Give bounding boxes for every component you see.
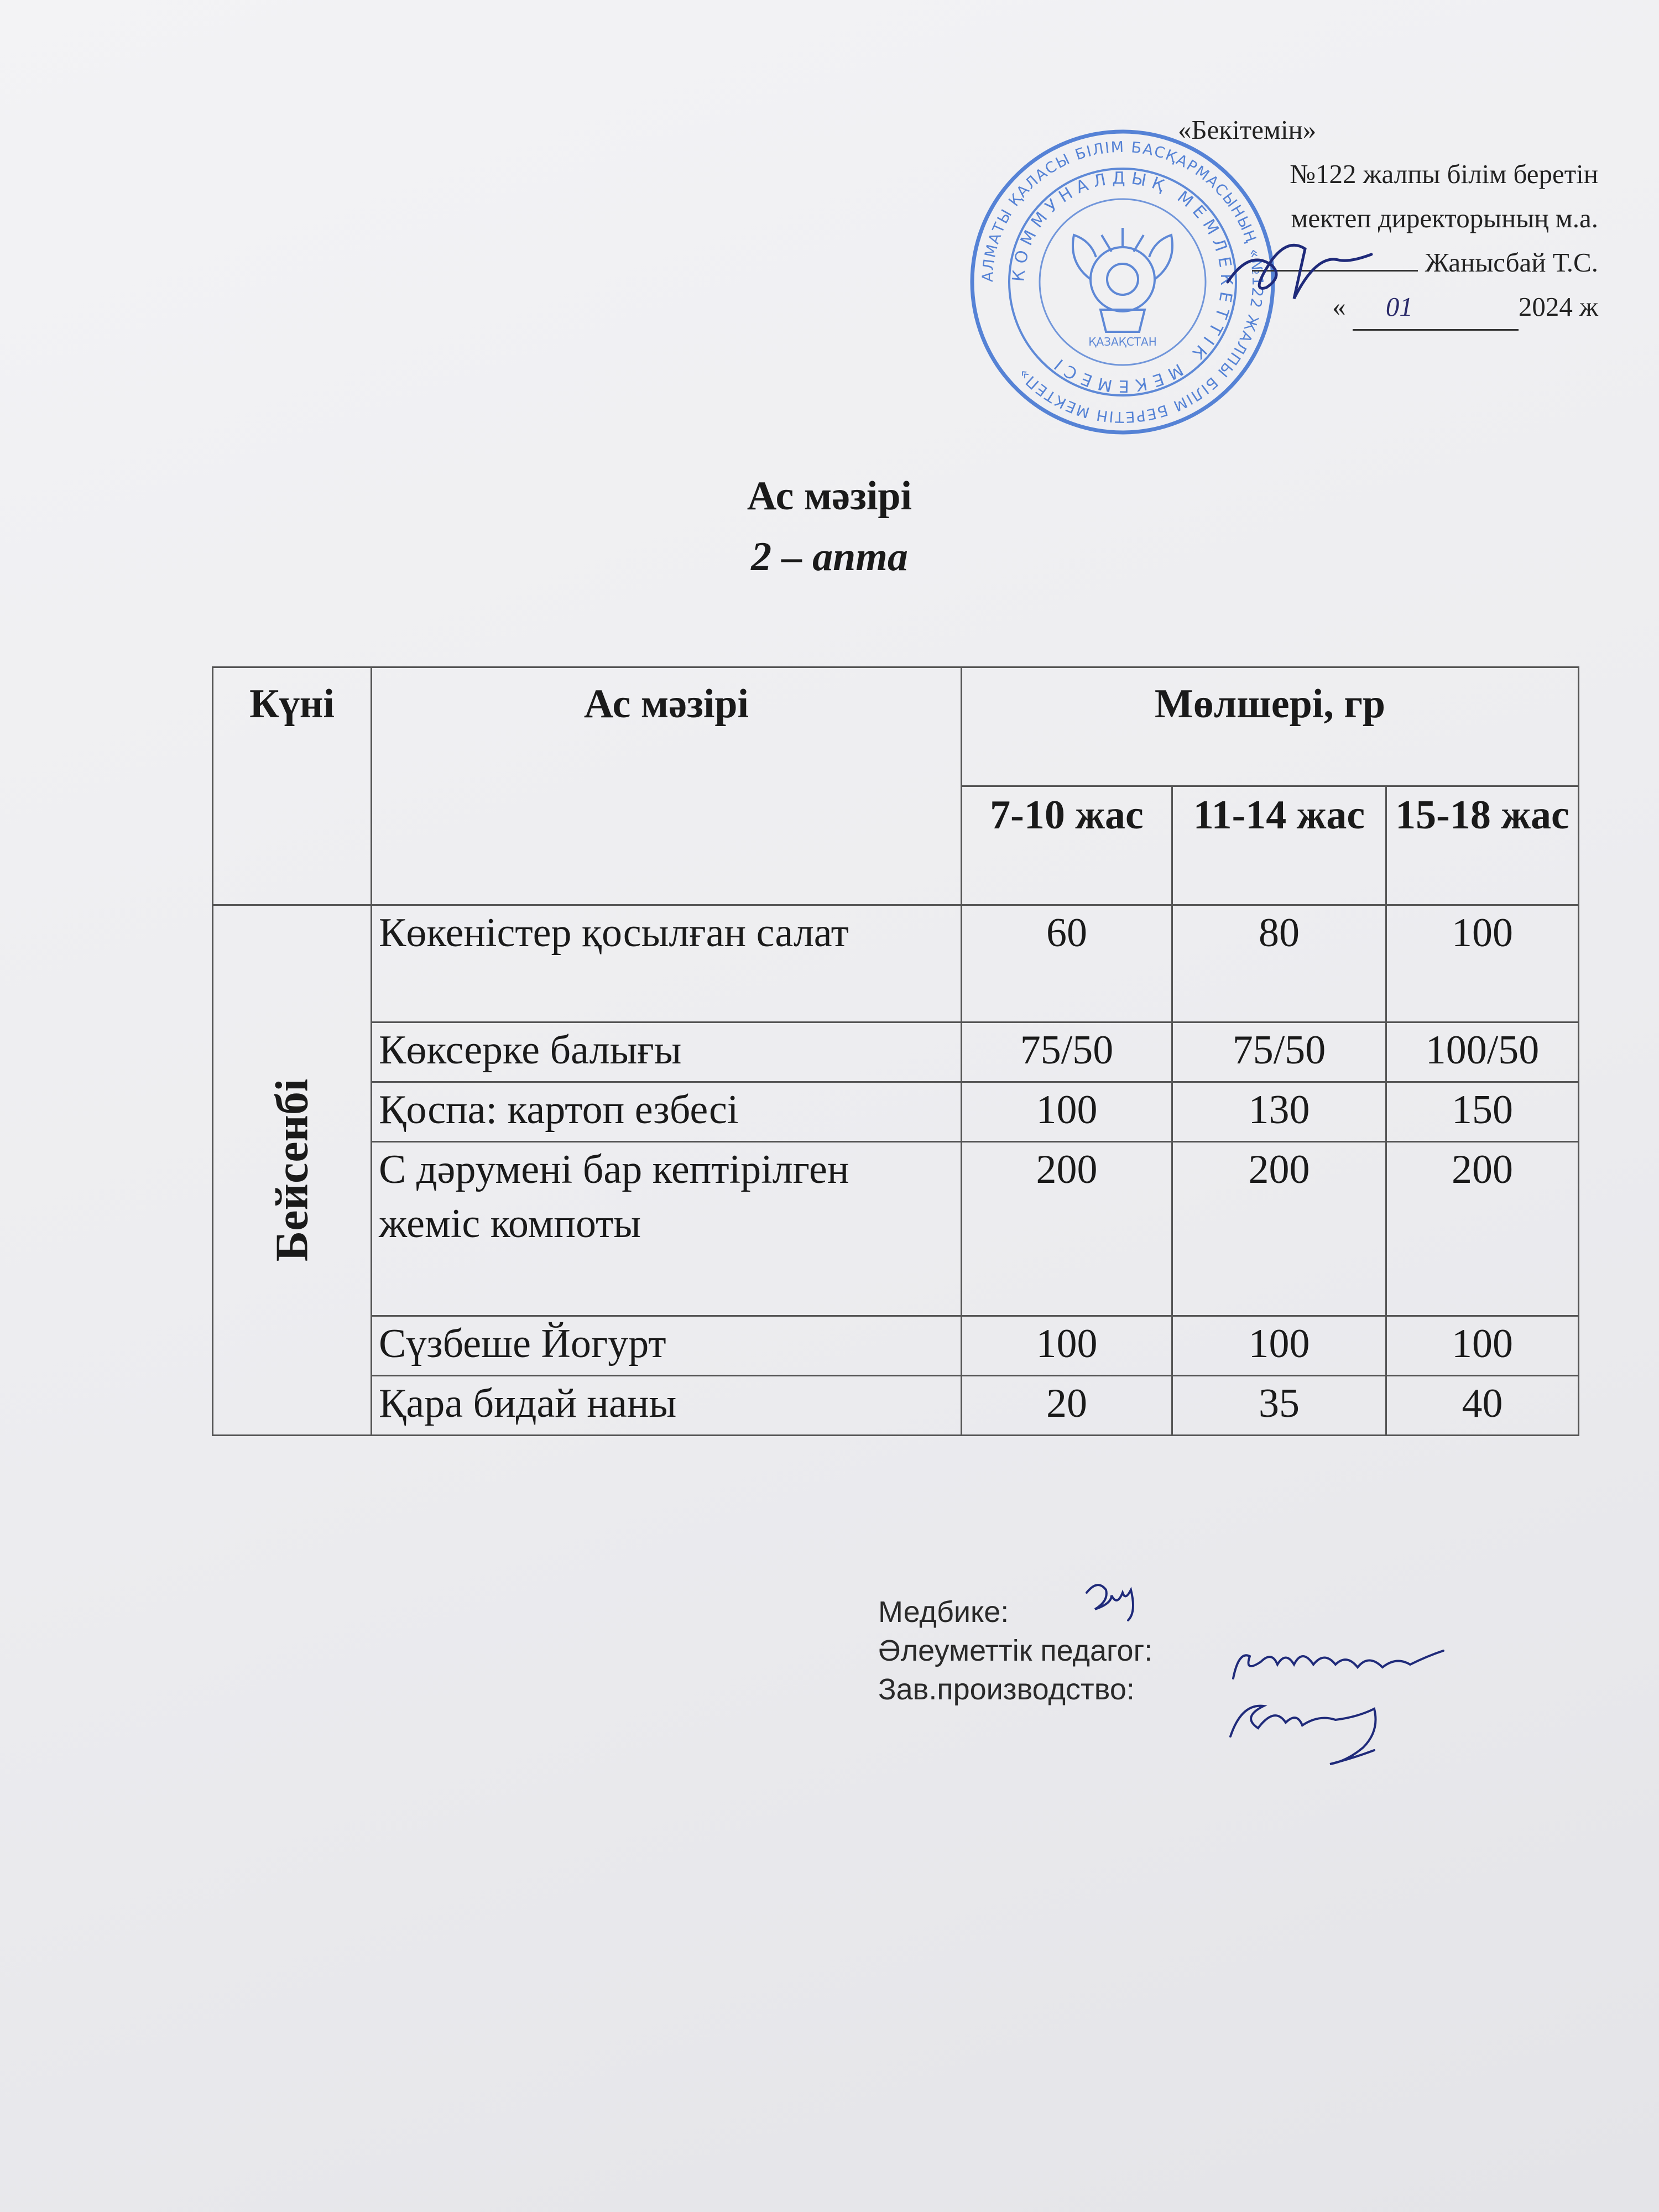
table-row	[213, 1142, 1579, 1316]
svg-text:АЛМАТЫ ҚАЛАСЫ БІЛІМ БАСҚАРМАСЫ: АЛМАТЫ ҚАЛАСЫ БІЛІМ БАСҚАРМАСЫНЫҢ «№122 ЖАЛПЫ БІЛІМ БЕРЕТІН МЕКТЕП»	[979, 138, 1266, 426]
header-age-7-10: 7-10 жас	[962, 786, 1172, 905]
amount-7-10: 100	[962, 1082, 1172, 1142]
day-cell	[213, 905, 372, 1436]
nurse-signature	[1078, 1576, 1156, 1631]
date-day: «	[1332, 291, 1346, 322]
header-amount: Мөлшері, гр	[962, 667, 1579, 786]
table-row	[213, 1376, 1579, 1436]
table-row	[213, 1022, 1579, 1082]
approval-line-director: мектеп директорының м.а.	[1291, 203, 1598, 233]
amount-15-18: 150	[1386, 1082, 1579, 1142]
header-menu: Ас мәзірі	[372, 667, 962, 905]
menu-item: Қоспа: картоп езбесі	[372, 1082, 962, 1142]
amount-15-18: 100/50	[1386, 1022, 1579, 1082]
day-label: Бейсенбі	[266, 1078, 318, 1262]
amount-7-10: 75/50	[962, 1022, 1172, 1082]
amount-15-18: 100	[1386, 905, 1579, 1022]
amount-15-18: 200	[1386, 1142, 1579, 1316]
director-signature	[1217, 221, 1383, 315]
table-row	[213, 1316, 1579, 1376]
amount-15-18: 100	[1386, 1316, 1579, 1376]
approval-heading: «Бекітемін»	[1178, 114, 1317, 145]
amount-7-10: 20	[962, 1376, 1172, 1436]
amount-7-10: 200	[962, 1142, 1172, 1316]
page-title: Ас мәзірі	[747, 473, 912, 519]
svg-text:КОММУНАЛДЫҚ МЕМЛЕКЕТТІК МЕКЕМЕ: КОММУНАЛДЫҚ МЕМЛЕКЕТТІК МЕКЕМЕСІ	[1009, 168, 1237, 396]
signer-production-manager: Зав.производство:	[878, 1673, 1135, 1706]
amount-11-14: 35	[1172, 1376, 1386, 1436]
amount-11-14: 100	[1172, 1316, 1386, 1376]
production-manager-signature	[1222, 1687, 1443, 1770]
header-age-15-18: 15-18 жас	[1386, 786, 1579, 905]
page-subtitle: 2 – апта	[751, 534, 908, 580]
approval-line-school: №122 жалпы білім беретін	[1290, 159, 1598, 189]
header-day: Күні	[213, 667, 372, 905]
svg-text:ҚАЗАҚСТАН: ҚАЗАҚСТАН	[1088, 335, 1157, 348]
director-name: Жанысбай Т.С.	[1425, 247, 1598, 278]
amount-7-10: 60	[962, 905, 1172, 1022]
amount-11-14: 130	[1172, 1082, 1386, 1142]
table-row	[213, 905, 1579, 1022]
signer-social-pedagogue: Әлеуметтік педагог:	[878, 1634, 1153, 1667]
menu-table	[212, 666, 1579, 1436]
amount-11-14: 75/50	[1172, 1022, 1386, 1082]
signer-nurse: Медбике:	[878, 1595, 1009, 1629]
date-month: 01	[1353, 285, 1519, 331]
amount-7-10: 100	[962, 1316, 1172, 1376]
amount-11-14: 200	[1172, 1142, 1386, 1316]
menu-item: Көксерке балығы	[372, 1022, 962, 1082]
header-age-11-14: 11-14 жас	[1172, 786, 1386, 905]
amount-11-14: 80	[1172, 905, 1386, 1022]
menu-item: Қара бидай наны	[372, 1376, 962, 1436]
menu-item: Сүзбеше Йогурт	[372, 1316, 962, 1376]
menu-item: С дәрумені бар кептірілген жеміс компоты	[372, 1142, 962, 1316]
menu-item: Көкеністер қосылған салат	[372, 905, 962, 1022]
table-row	[213, 1082, 1579, 1142]
amount-15-18: 40	[1386, 1376, 1579, 1436]
date-year: 2024 ж	[1518, 291, 1598, 322]
